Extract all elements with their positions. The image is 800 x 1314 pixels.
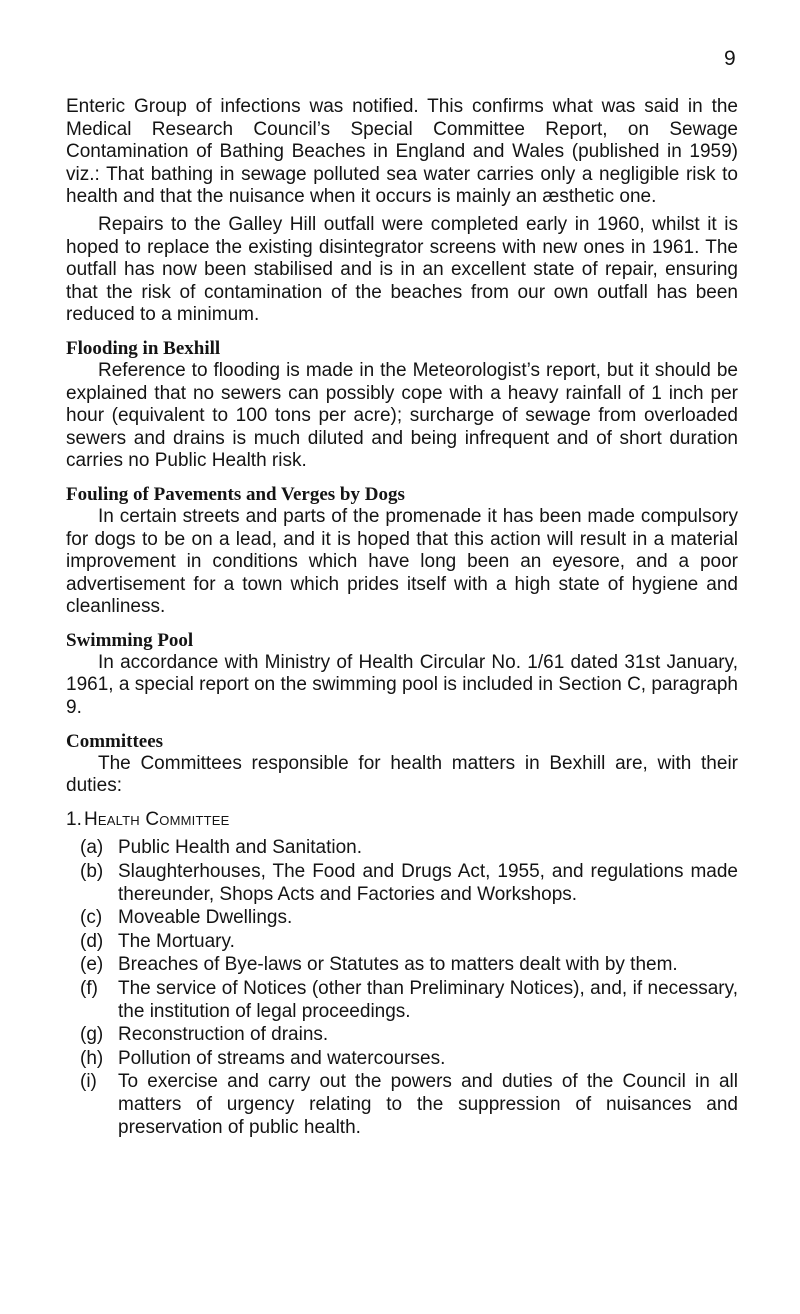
list-item-marker: (f) [80,978,98,999]
flooding-section [66,338,738,473]
health-committee-duties-list [80,837,738,1139]
committees-heading: Committees [66,730,164,752]
list-item-text: Slaughterhouses, The Food and Drugs Act, 1955, and regulations made thereunder, Shops Acts and Factories and Workshops. [118,861,738,905]
list-item-marker: (h) [80,1047,104,1069]
list-item-text: Reconstruction of drains. [118,1024,329,1046]
health-committee-title: Health Committee [84,808,230,830]
list-item [80,954,738,977]
list-item-marker: (b) [80,861,104,883]
flooding-paragraph: Reference to flooding is made in the Meteorologist’s report, but it should be explained that no sewers can possibly cope with a heavy rainfall of 1 inch per hour (equivalent to 100 tons per acre); surcharge of sewage from overloaded sewers and drains is much diluted and being infrequent and of short duration carries no Public Health risk. [66,359,738,472]
health-committee-number: 1. [66,808,82,830]
list-item-marker: (g) [80,1024,104,1046]
committees-paragraph: The Committees responsible for health matters in Bexhill are, with their duties: [66,752,738,797]
swimming-heading: Swimming Pool [66,629,194,651]
intro-paragraph-2: Repairs to the Galley Hill outfall were completed early in 1960, whilst it is hoped to replace the existing disintegrator screens with new ones in 1961. The outfall has now been stabilised and is in an excellent state of repair, ensuring that the risk of contamination of the beaches from our own outfall has been reduced to a minimum. [66,213,738,326]
list-item-text: Breaches of Bye-laws or Statutes as to matters dealt with by them. [118,954,678,976]
health-committee-heading [66,809,738,832]
fouling-section [66,484,738,619]
list-item [80,861,738,906]
list-item [80,907,738,930]
list-item-text: Moveable Dwellings. [118,907,293,929]
list-item-marker: (d) [80,930,104,952]
list-item-text: The service of Notices (other than Preliminary Notices), and, if necessary, the institution of legal proceedings. [118,978,738,1022]
committees-section [66,731,738,1140]
list-item-text: Public Health and Sanitation. [118,837,362,859]
list-item-text: The Mortuary. [118,930,235,952]
list-item [80,978,738,1023]
list-item [80,1071,738,1139]
list-item-marker: (e) [80,954,104,976]
list-item [80,931,738,954]
list-item-marker: (i) [80,1071,97,1093]
list-item [80,1048,738,1071]
page-number: 9 [724,47,736,70]
list-item-marker: (c) [80,907,103,929]
swimming-paragraph: In accordance with Ministry of Health Circular No. 1/61 dated 31st January, 1961, a special report on the swimming pool is included in Section C, paragraph 9. [66,651,738,719]
swimming-section [66,630,738,720]
intro-paragraph-1: Enteric Group of infections was notified. This confirms what was said in the Medical Research Council’s Special Committee Report, on Sewage Contamination of Bathing Beaches in England and Wales (published in 1959) viz.: That bathing in sewage polluted sea water carries only a negligible risk to health and that the nuisance when it occurs is mainly an æsthetic one. [66,96,738,208]
flooding-heading: Flooding in Bexhill [66,337,221,359]
list-item [80,837,738,860]
fouling-heading: Fouling of Pavements and Verges by Dogs [66,483,405,505]
list-item-marker: (a) [80,837,104,859]
fouling-paragraph: In certain streets and parts of the promenade it has been made compulsory for dogs to be on a lead, and it is hoped that this action will result in a material improvement in conditions which have long been an eyesore, and a poor advertisement for a town which prides itself with a high state of hygiene and cleanliness. [66,505,738,618]
list-item-text: Pollution of streams and watercourses. [118,1047,446,1069]
page-content [66,96,738,1140]
list-item [80,1024,738,1047]
list-item-text: To exercise and carry out the powers and duties of the Council in all matters of urgency relating to the suppression of nuisances and preservation of public health. [118,1071,738,1138]
